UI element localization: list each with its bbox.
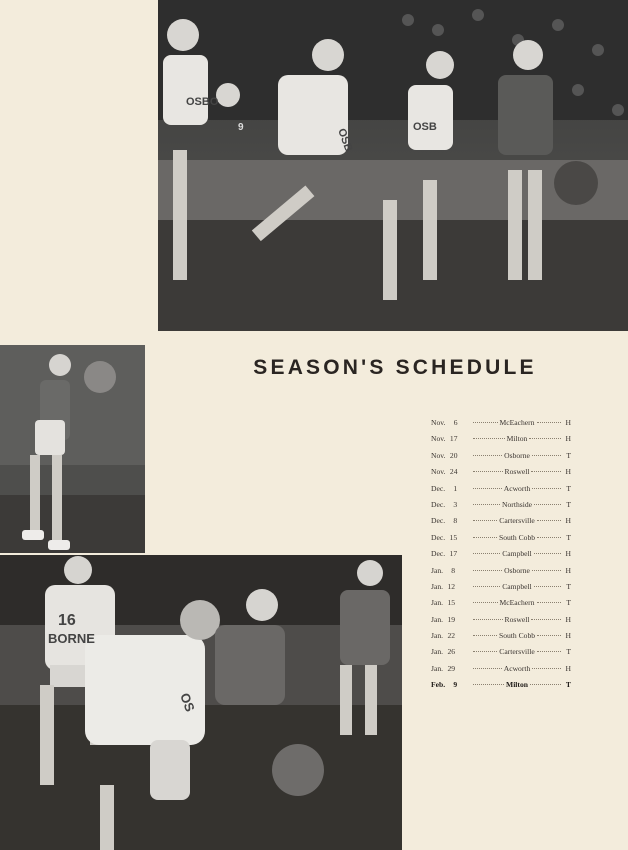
leader-dots xyxy=(537,422,562,423)
game-site: T xyxy=(565,680,571,690)
leader-dots xyxy=(473,455,502,456)
leader-dots xyxy=(473,471,503,472)
game-day: 15 xyxy=(449,532,458,542)
game-site: H xyxy=(565,434,571,444)
leader-dots xyxy=(473,586,500,587)
leader-dots xyxy=(473,438,505,439)
opponent-name: Roswell xyxy=(504,467,530,477)
game-date xyxy=(431,467,471,476)
game-month: Dec. xyxy=(431,516,446,526)
schedule-row xyxy=(431,533,571,549)
game-date xyxy=(431,631,471,640)
game-month: Jan. xyxy=(431,581,444,591)
game-month: Nov. xyxy=(431,418,446,427)
jersey-text-top-left: OSBO xyxy=(186,96,219,108)
game-day: 22 xyxy=(447,631,456,641)
game-day: 1 xyxy=(453,483,458,493)
game-month: Nov. xyxy=(431,434,446,444)
opponent-name: Cartersville xyxy=(499,647,535,657)
game-month: Dec. xyxy=(431,549,446,559)
leader-dots xyxy=(473,488,502,489)
jersey-text-bottom-front: OS xyxy=(177,690,198,714)
leader-dots xyxy=(534,553,561,554)
game-month: Jan. xyxy=(431,565,444,575)
schedule-row xyxy=(431,484,571,500)
game-day: 26 xyxy=(447,647,456,657)
opponent-name: Milton xyxy=(506,680,528,690)
jersey-number-top-back: 9 xyxy=(238,122,244,133)
schedule-row xyxy=(431,631,571,647)
game-date xyxy=(431,615,471,624)
schedule-row xyxy=(431,566,571,582)
game-site: T xyxy=(566,499,572,509)
game-month: Nov. xyxy=(431,450,446,460)
leader-dots xyxy=(532,488,561,489)
game-site: T xyxy=(566,581,571,591)
game-date xyxy=(431,516,471,525)
game-day: 17 xyxy=(449,549,458,559)
leader-dots xyxy=(473,570,502,571)
leader-dots xyxy=(473,553,500,554)
game-day: 17 xyxy=(449,434,458,444)
player-photo-left xyxy=(0,345,145,553)
game-day: 8 xyxy=(451,565,456,575)
schedule-row xyxy=(431,582,571,598)
game-site: T xyxy=(566,647,571,657)
leader-dots xyxy=(473,635,497,636)
game-site: H xyxy=(565,467,571,477)
schedule-row xyxy=(431,680,571,696)
game-date xyxy=(431,680,471,689)
leader-dots xyxy=(534,504,561,505)
game-site: H xyxy=(565,663,572,673)
leader-dots xyxy=(473,422,498,423)
leader-dots xyxy=(532,668,561,669)
game-site: H xyxy=(565,614,571,624)
schedule-row xyxy=(431,549,571,565)
jersey-name-bottom: BORNE xyxy=(48,631,95,646)
game-site: H xyxy=(565,516,571,526)
game-month: Feb. xyxy=(431,680,446,690)
jersey-number-bottom: 16 xyxy=(58,612,76,629)
leader-dots xyxy=(530,684,561,685)
game-site: H xyxy=(565,549,571,559)
opponent-name: Northside xyxy=(502,499,532,509)
schedule-row xyxy=(431,467,571,483)
opponent-name: Milton xyxy=(506,434,528,444)
leader-dots xyxy=(537,635,561,636)
schedule-row xyxy=(431,647,571,663)
opponent-name: Acworth xyxy=(503,663,531,673)
game-site: T xyxy=(566,598,571,608)
opponent-name: McEachern xyxy=(499,418,535,427)
schedule-row xyxy=(431,516,571,532)
game-date xyxy=(431,549,471,558)
leader-dots xyxy=(473,537,497,538)
leader-dots xyxy=(473,619,503,620)
leader-dots xyxy=(473,520,497,521)
game-site: T xyxy=(566,450,572,460)
opponent-name: McEachern xyxy=(499,598,535,608)
game-date xyxy=(431,647,471,656)
season-schedule xyxy=(431,418,571,697)
game-date xyxy=(431,484,471,493)
game-site: T xyxy=(566,483,572,493)
opponent-name: Cartersville xyxy=(499,516,535,526)
game-month: Jan. xyxy=(431,663,444,673)
schedule-row xyxy=(431,664,571,680)
opponent-name: South Cobb xyxy=(498,631,536,641)
game-day: 8 xyxy=(453,516,458,526)
schedule-row xyxy=(431,434,571,450)
leader-dots xyxy=(473,668,502,669)
leader-dots xyxy=(532,455,561,456)
game-month: Dec. xyxy=(431,532,446,542)
game-site: H xyxy=(565,631,572,641)
game-date xyxy=(431,664,471,673)
opponent-name: South Cobb xyxy=(498,532,536,542)
schedule-row xyxy=(431,598,571,614)
opponent-name: Osborne xyxy=(504,450,530,460)
schedule-row xyxy=(431,451,571,467)
leader-dots xyxy=(537,537,561,538)
leader-dots xyxy=(473,651,497,652)
game-day: 3 xyxy=(453,499,458,509)
opponent-name: Campbell xyxy=(502,581,532,591)
game-month: Jan. xyxy=(431,598,444,608)
game-month: Dec. xyxy=(431,499,446,509)
game-date xyxy=(431,566,471,575)
schedule-row xyxy=(431,615,571,631)
jersey-text-top-center: OSB xyxy=(335,126,355,154)
game-site: T xyxy=(566,532,572,542)
opponent-name: Acworth xyxy=(503,483,531,493)
leader-dots xyxy=(529,438,561,439)
leader-dots xyxy=(531,619,561,620)
leader-dots xyxy=(537,651,561,652)
opponent-name: Osborne xyxy=(504,565,530,575)
game-day: 20 xyxy=(449,450,458,460)
game-date xyxy=(431,533,471,542)
leader-dots xyxy=(531,471,561,472)
game-day: 9 xyxy=(453,680,458,690)
leader-dots xyxy=(473,602,498,603)
game-month: Jan. xyxy=(431,647,444,657)
game-date xyxy=(431,434,471,443)
jersey-text-top-right: OSB xyxy=(413,121,437,133)
leader-dots xyxy=(534,586,561,587)
game-month: Jan. xyxy=(431,631,444,641)
page-title: SEASON'S SCHEDULE xyxy=(253,356,537,379)
game-month: Nov. xyxy=(431,467,446,477)
game-date xyxy=(431,582,471,591)
game-day: 19 xyxy=(447,614,456,624)
schedule-row xyxy=(431,418,571,434)
game-day: 15 xyxy=(447,598,456,608)
game-site: H xyxy=(565,565,572,575)
game-day: 29 xyxy=(447,663,456,673)
game-month: Dec. xyxy=(431,483,446,493)
game-date xyxy=(431,451,471,460)
game-date xyxy=(431,500,471,509)
game-site: H xyxy=(565,418,571,427)
opponent-name: Roswell xyxy=(504,614,530,624)
leader-dots xyxy=(532,570,561,571)
game-action-photo-top xyxy=(158,0,628,331)
game-day: 24 xyxy=(449,467,458,477)
game-day: 12 xyxy=(447,581,456,591)
schedule-row xyxy=(431,500,571,516)
leader-dots xyxy=(537,520,561,521)
leader-dots xyxy=(537,602,562,603)
game-month: Jan. xyxy=(431,614,444,624)
opponent-name: Campbell xyxy=(502,549,532,559)
game-action-photo-bottom xyxy=(0,555,402,850)
leader-dots xyxy=(473,684,504,685)
leader-dots xyxy=(473,504,500,505)
game-day: 6 xyxy=(453,418,458,427)
game-date xyxy=(431,598,471,607)
game-date xyxy=(431,418,471,427)
